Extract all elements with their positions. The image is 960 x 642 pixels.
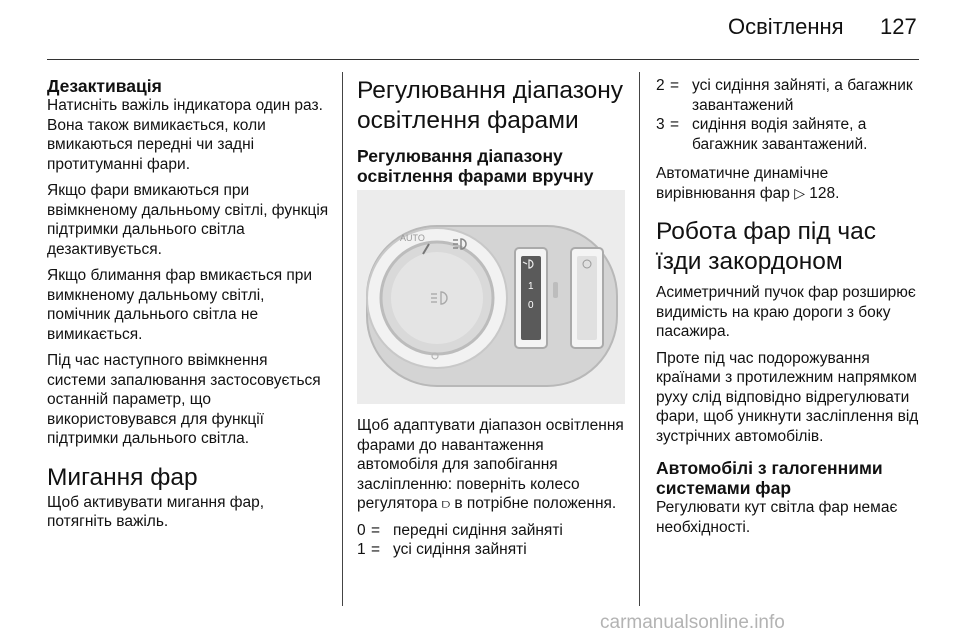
thumbwheel-label-0: 0 (528, 300, 534, 311)
header-divider (47, 59, 919, 60)
paragraph: Якщо блимання фар вмикається при вимкненому дальньому світлі, помічник дальнього світла не вимикається. (47, 267, 313, 343)
paragraph: Регулювати кут світла фар немає необхідності. (656, 499, 898, 536)
range-wheel-symbol-icon: ⫐ (441, 495, 451, 511)
paragraph: Щоб активувати мигання фар, потягніть важіль. (47, 493, 265, 530)
light-switch-figure (357, 190, 625, 404)
column-middle (357, 76, 625, 560)
heading-halogen-headlights: Автомобілі з галогенними системами фар (656, 458, 883, 498)
paragraph: Під час наступного ввімкнення системи запалювання застосовується останній параметр, що використовувався для функції підтримки дальнього світла. (47, 352, 321, 447)
list-item: 0 = передні сидіння зайняті (357, 521, 563, 539)
auto-label: AUTO (400, 233, 425, 243)
column-right (656, 76, 926, 544)
thumbwheel-label-1: 1 (528, 281, 534, 292)
column-left (47, 76, 329, 539)
paragraph: Автоматичне динамічне вирівнювання фар ▷ 128. (656, 165, 840, 202)
list-item: 2 = усі сидіння зайняті, а багажник завантажений (656, 77, 913, 114)
paragraph: Проте під час подорожування країнами з протилежним напрямком руху слід відповідно відрегулювати фари, щоб уникнути засліплення від зустрічних автомобілів. (656, 349, 919, 445)
subheading-manual-range: Регулювання діапазону освітлення фарами вручну (357, 146, 594, 186)
list-item: 3 = сидіння водія зайняте, а багажник завантажений. (656, 116, 868, 153)
column-divider-1 (342, 72, 343, 606)
paragraph: Якщо фари вмикаються при ввімкненому дальньому світлі, функція підтримки дальнього світла дезактивується. (47, 182, 329, 258)
heading-deactivation: Дезактивація (47, 76, 162, 96)
page-reference-link[interactable]: 128. (804, 184, 840, 202)
watermark: carmanualsonline.info (600, 612, 785, 633)
paragraph: Натисніть важіль індикатора один раз. Вона також вимикається, коли вмикаються передні чи задні протитуманні фари. (47, 97, 323, 173)
heading-driving-abroad: Робота фар під час їзди закордоном (656, 218, 877, 275)
list-item: 1 = усі сидіння зайняті (357, 541, 527, 558)
column-divider-2 (639, 72, 640, 606)
heading-headlight-flash: Мигання фар (47, 463, 198, 491)
page-reference-icon: ▷ (794, 184, 805, 201)
paragraph: Асиметричний пучок фар розширює видимість на краю дороги з боку пасажира. (656, 284, 916, 340)
header-title: Освітлення (728, 14, 844, 39)
paragraph: Щоб адаптувати діапазон освітлення фарами до навантаження автомобіля для запобігання засліпленню: поверніть колесо регулятора ⫐ в потрібне положення. (357, 417, 624, 512)
page-number: 127 (880, 14, 917, 39)
heading-headlight-range: Регулювання діапазону освітлення фарами (357, 77, 624, 134)
